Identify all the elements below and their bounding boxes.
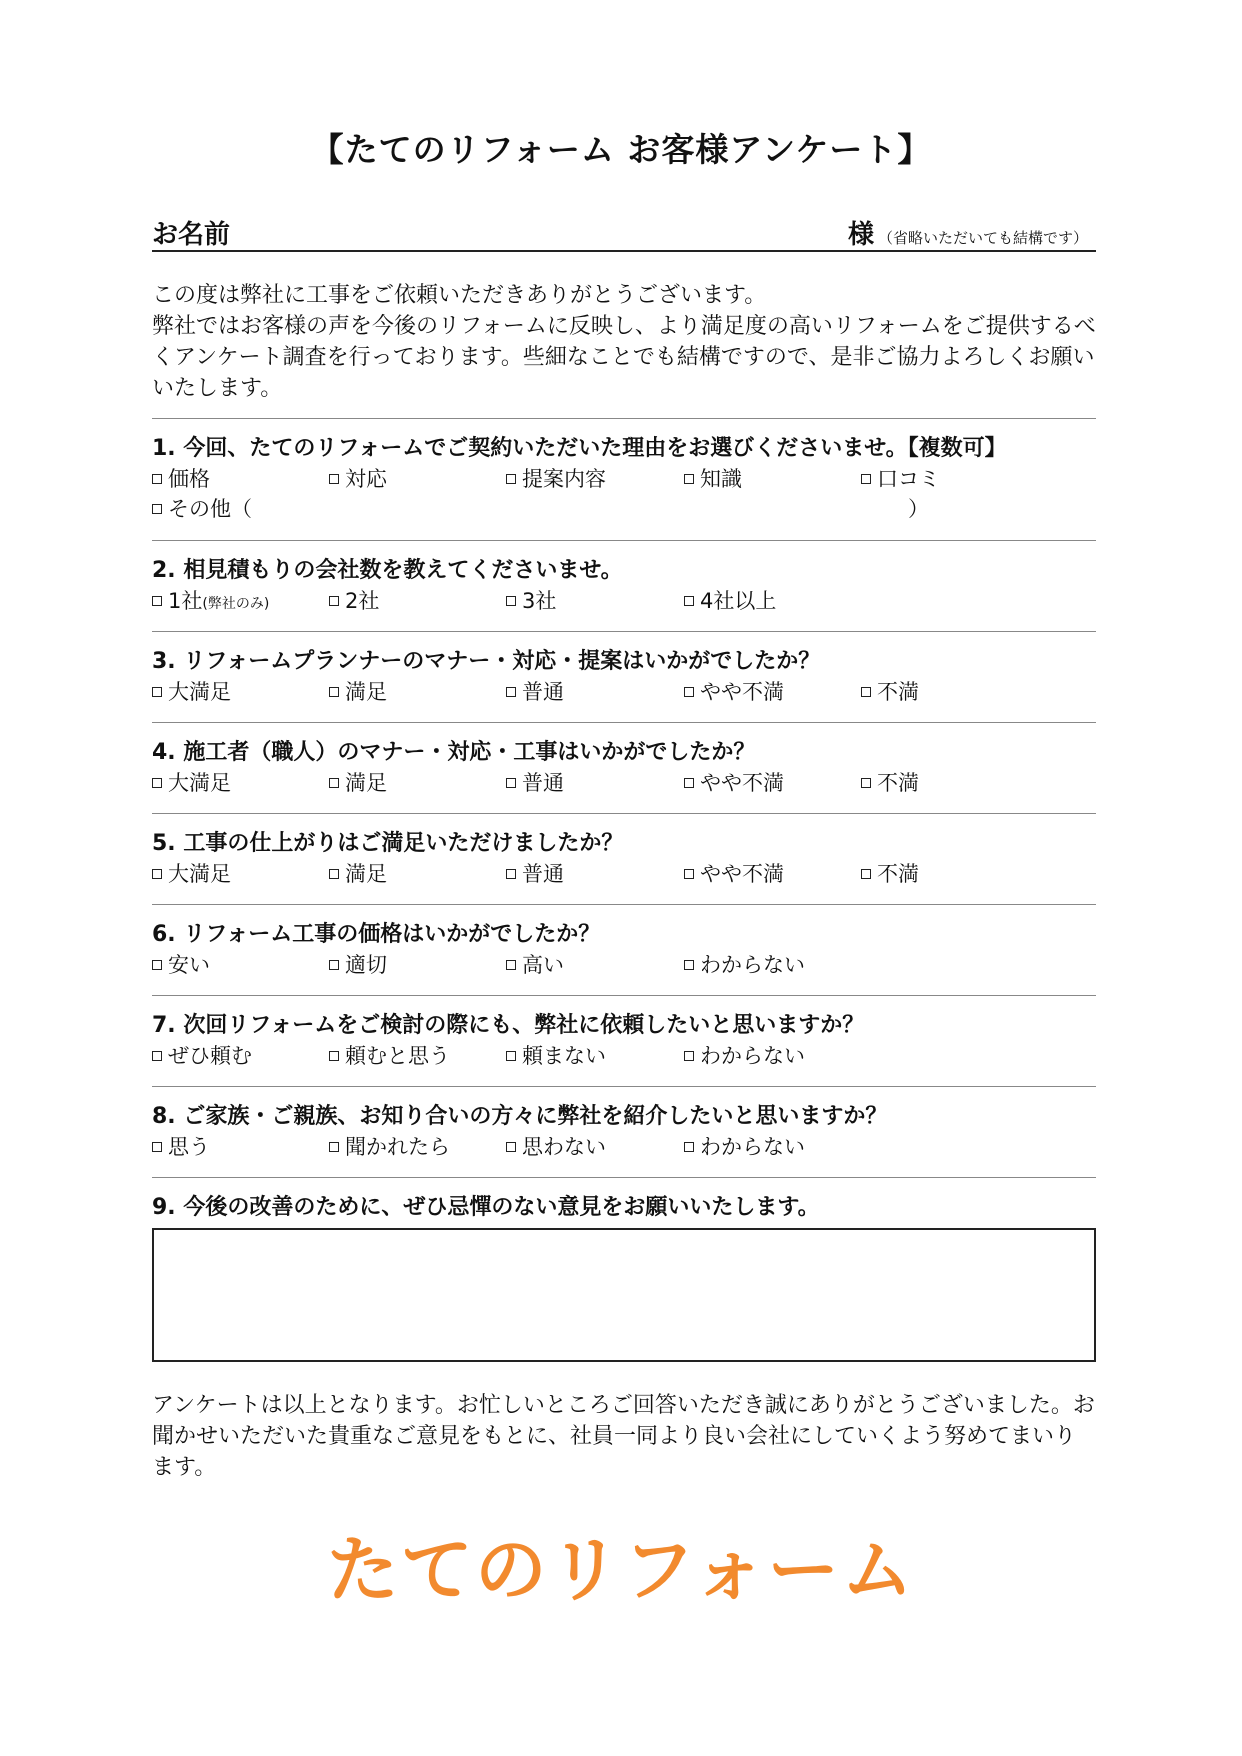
- q8-option-3[interactable]: 思わない: [506, 1131, 606, 1161]
- checkbox-icon[interactable]: [329, 687, 339, 697]
- q3-option-4[interactable]: やや不満: [684, 676, 784, 706]
- question-5-title: 5. 工事の仕上がりはご満足いただけましたか？: [152, 831, 624, 856]
- checkbox-icon[interactable]: [152, 596, 162, 606]
- question-2: [152, 540, 1096, 627]
- question-4: [152, 722, 1096, 809]
- checkbox-icon[interactable]: [861, 869, 871, 879]
- checkbox-icon[interactable]: [506, 778, 516, 788]
- question-3: [152, 631, 1096, 718]
- q8-option-4[interactable]: わからない: [684, 1131, 805, 1161]
- checkbox-icon[interactable]: [329, 960, 339, 970]
- q1-option-price[interactable]: 価格: [152, 463, 210, 493]
- checkbox-icon[interactable]: [684, 687, 694, 697]
- q6-option-3[interactable]: 高い: [506, 949, 564, 979]
- closing-text: [152, 1390, 1096, 1483]
- checkbox-icon[interactable]: [329, 1142, 339, 1152]
- checkbox-icon[interactable]: [684, 960, 694, 970]
- checkbox-icon[interactable]: [152, 1051, 162, 1061]
- checkbox-icon[interactable]: [329, 869, 339, 879]
- checkbox-icon[interactable]: [506, 596, 516, 606]
- checkbox-icon[interactable]: [684, 1051, 694, 1061]
- q8-option-2[interactable]: 聞かれたら: [329, 1131, 450, 1161]
- intro-line-1: この度は弊社に工事をご依頼いただきありがとうございます。: [152, 283, 767, 308]
- name-field[interactable]: [152, 208, 1096, 252]
- q4-option-2[interactable]: 満足: [329, 767, 387, 797]
- question-5: [152, 813, 1096, 900]
- question-6-title: 6. リフォーム工事の価格はいかがでしたか？: [152, 922, 601, 947]
- checkbox-icon[interactable]: [506, 474, 516, 484]
- closing-paragraph: アンケートは以上となります。お忙しいところご回答いただき誠にありがとうございました。お聞かせいただいた貴重なご意見をもとに、社員一同より良い会社にしていくよう努めてまいります。: [152, 1393, 1095, 1480]
- q4-option-4[interactable]: やや不満: [684, 767, 784, 797]
- q6-option-1[interactable]: 安い: [152, 949, 210, 979]
- q3-option-3[interactable]: 普通: [506, 676, 564, 706]
- intro-text: [152, 280, 1096, 404]
- q1-option-other[interactable]: その他（: [152, 493, 252, 523]
- name-suffix: 様: [847, 220, 874, 250]
- checkbox-icon[interactable]: [506, 687, 516, 697]
- q7-option-3[interactable]: 頼まない: [506, 1040, 606, 1070]
- checkbox-icon[interactable]: [684, 1142, 694, 1152]
- checkbox-icon[interactable]: [506, 1051, 516, 1061]
- q1-option-knowledge[interactable]: 知識: [684, 463, 742, 493]
- q5-option-4[interactable]: やや不満: [684, 858, 784, 888]
- checkbox-icon[interactable]: [684, 778, 694, 788]
- checkbox-icon[interactable]: [506, 960, 516, 970]
- question-3-title: 3. リフォームプランナーのマナー・対応・提案はいかがでしたか？: [152, 649, 821, 674]
- q4-option-1[interactable]: 大満足: [152, 767, 231, 797]
- question-6: [152, 904, 1096, 991]
- q3-option-5[interactable]: 不満: [861, 676, 919, 706]
- question-2-title: 2. 相見積もりの会社数を教えてくださいませ。: [152, 558, 623, 583]
- question-1: [152, 418, 1096, 537]
- checkbox-icon[interactable]: [329, 1051, 339, 1061]
- checkbox-icon[interactable]: [684, 596, 694, 606]
- q2-option-2[interactable]: 2社: [329, 585, 379, 615]
- question-7: [152, 995, 1096, 1082]
- q1-option-word-of-mouth[interactable]: 口コミ: [861, 463, 940, 493]
- q6-option-2[interactable]: 適切: [329, 949, 387, 979]
- q8-option-1[interactable]: 思う: [152, 1131, 210, 1161]
- q4-option-3[interactable]: 普通: [506, 767, 564, 797]
- checkbox-icon[interactable]: [152, 687, 162, 697]
- question-9: [152, 1177, 1096, 1226]
- checkbox-icon[interactable]: [861, 778, 871, 788]
- q4-option-5[interactable]: 不満: [861, 767, 919, 797]
- checkbox-icon[interactable]: [861, 474, 871, 484]
- q3-option-2[interactable]: 満足: [329, 676, 387, 706]
- q5-option-3[interactable]: 普通: [506, 858, 564, 888]
- question-1-title: 1. 今回、たてのリフォームでご契約いただいた理由をお選びくださいませ。【複数可】: [152, 436, 1007, 461]
- checkbox-icon[interactable]: [506, 1142, 516, 1152]
- checkbox-icon[interactable]: [684, 474, 694, 484]
- question-8-title: 8. ご家族・ご親族、お知り合いの方々に弊社を紹介したいと思いますか？: [152, 1104, 888, 1129]
- checkbox-icon[interactable]: [152, 504, 162, 514]
- checkbox-icon[interactable]: [329, 596, 339, 606]
- q2-option-3[interactable]: 3社: [506, 585, 556, 615]
- checkbox-icon[interactable]: [152, 474, 162, 484]
- q2-option-4[interactable]: 4社以上: [684, 585, 776, 615]
- checkbox-icon[interactable]: [152, 869, 162, 879]
- checkbox-icon[interactable]: [152, 960, 162, 970]
- q1-option-proposal[interactable]: 提案内容: [506, 463, 606, 493]
- checkbox-icon[interactable]: [861, 687, 871, 697]
- comment-textarea[interactable]: [152, 1228, 1096, 1362]
- q7-option-1[interactable]: ぜひ頼む: [152, 1040, 252, 1070]
- q3-option-1[interactable]: 大満足: [152, 676, 231, 706]
- q6-option-4[interactable]: わからない: [684, 949, 805, 979]
- q5-option-2[interactable]: 満足: [329, 858, 387, 888]
- question-9-title: 9. 今後の改善のために、ぜひ忌憚のない意見をお願いいたします。: [152, 1195, 820, 1220]
- question-4-title: 4. 施工者（職人）のマナー・対応・工事はいかがでしたか？: [152, 740, 756, 765]
- q1-other-close: ）: [908, 497, 929, 521]
- checkbox-icon[interactable]: [506, 869, 516, 879]
- q7-option-4[interactable]: わからない: [684, 1040, 805, 1070]
- checkbox-icon[interactable]: [152, 1142, 162, 1152]
- q5-option-1[interactable]: 大満足: [152, 858, 231, 888]
- question-7-title: 7. 次回リフォームをご検討の際にも、弊社に依頼したいと思いますか？: [152, 1013, 865, 1038]
- checkbox-icon[interactable]: [329, 474, 339, 484]
- name-label: お名前: [152, 220, 231, 250]
- name-note: （省略いただいても結構です）: [877, 229, 1088, 247]
- q1-option-response[interactable]: 対応: [329, 463, 387, 493]
- company-logo: たてのリフォーム: [326, 1528, 916, 1612]
- name-suffix-group: [848, 214, 1088, 251]
- q7-option-2[interactable]: 頼むと思う: [329, 1040, 450, 1070]
- question-8: [152, 1086, 1096, 1173]
- intro-line-2: 弊社ではお客様の声を今後のリフォームに反映し、より満足度の高いリフォームをご提供するべくアンケート調査を行っております。些細なことでも結構ですので、是非ご協力よろしくお願いいたします。: [152, 314, 1096, 401]
- q2-option-1[interactable]: 1社(弊社のみ): [152, 585, 269, 615]
- checkbox-icon[interactable]: [152, 778, 162, 788]
- checkbox-icon[interactable]: [684, 869, 694, 879]
- q5-option-5[interactable]: 不満: [861, 858, 919, 888]
- checkbox-icon[interactable]: [329, 778, 339, 788]
- page-title: 【たてのリフォーム お客様アンケート】: [310, 130, 932, 169]
